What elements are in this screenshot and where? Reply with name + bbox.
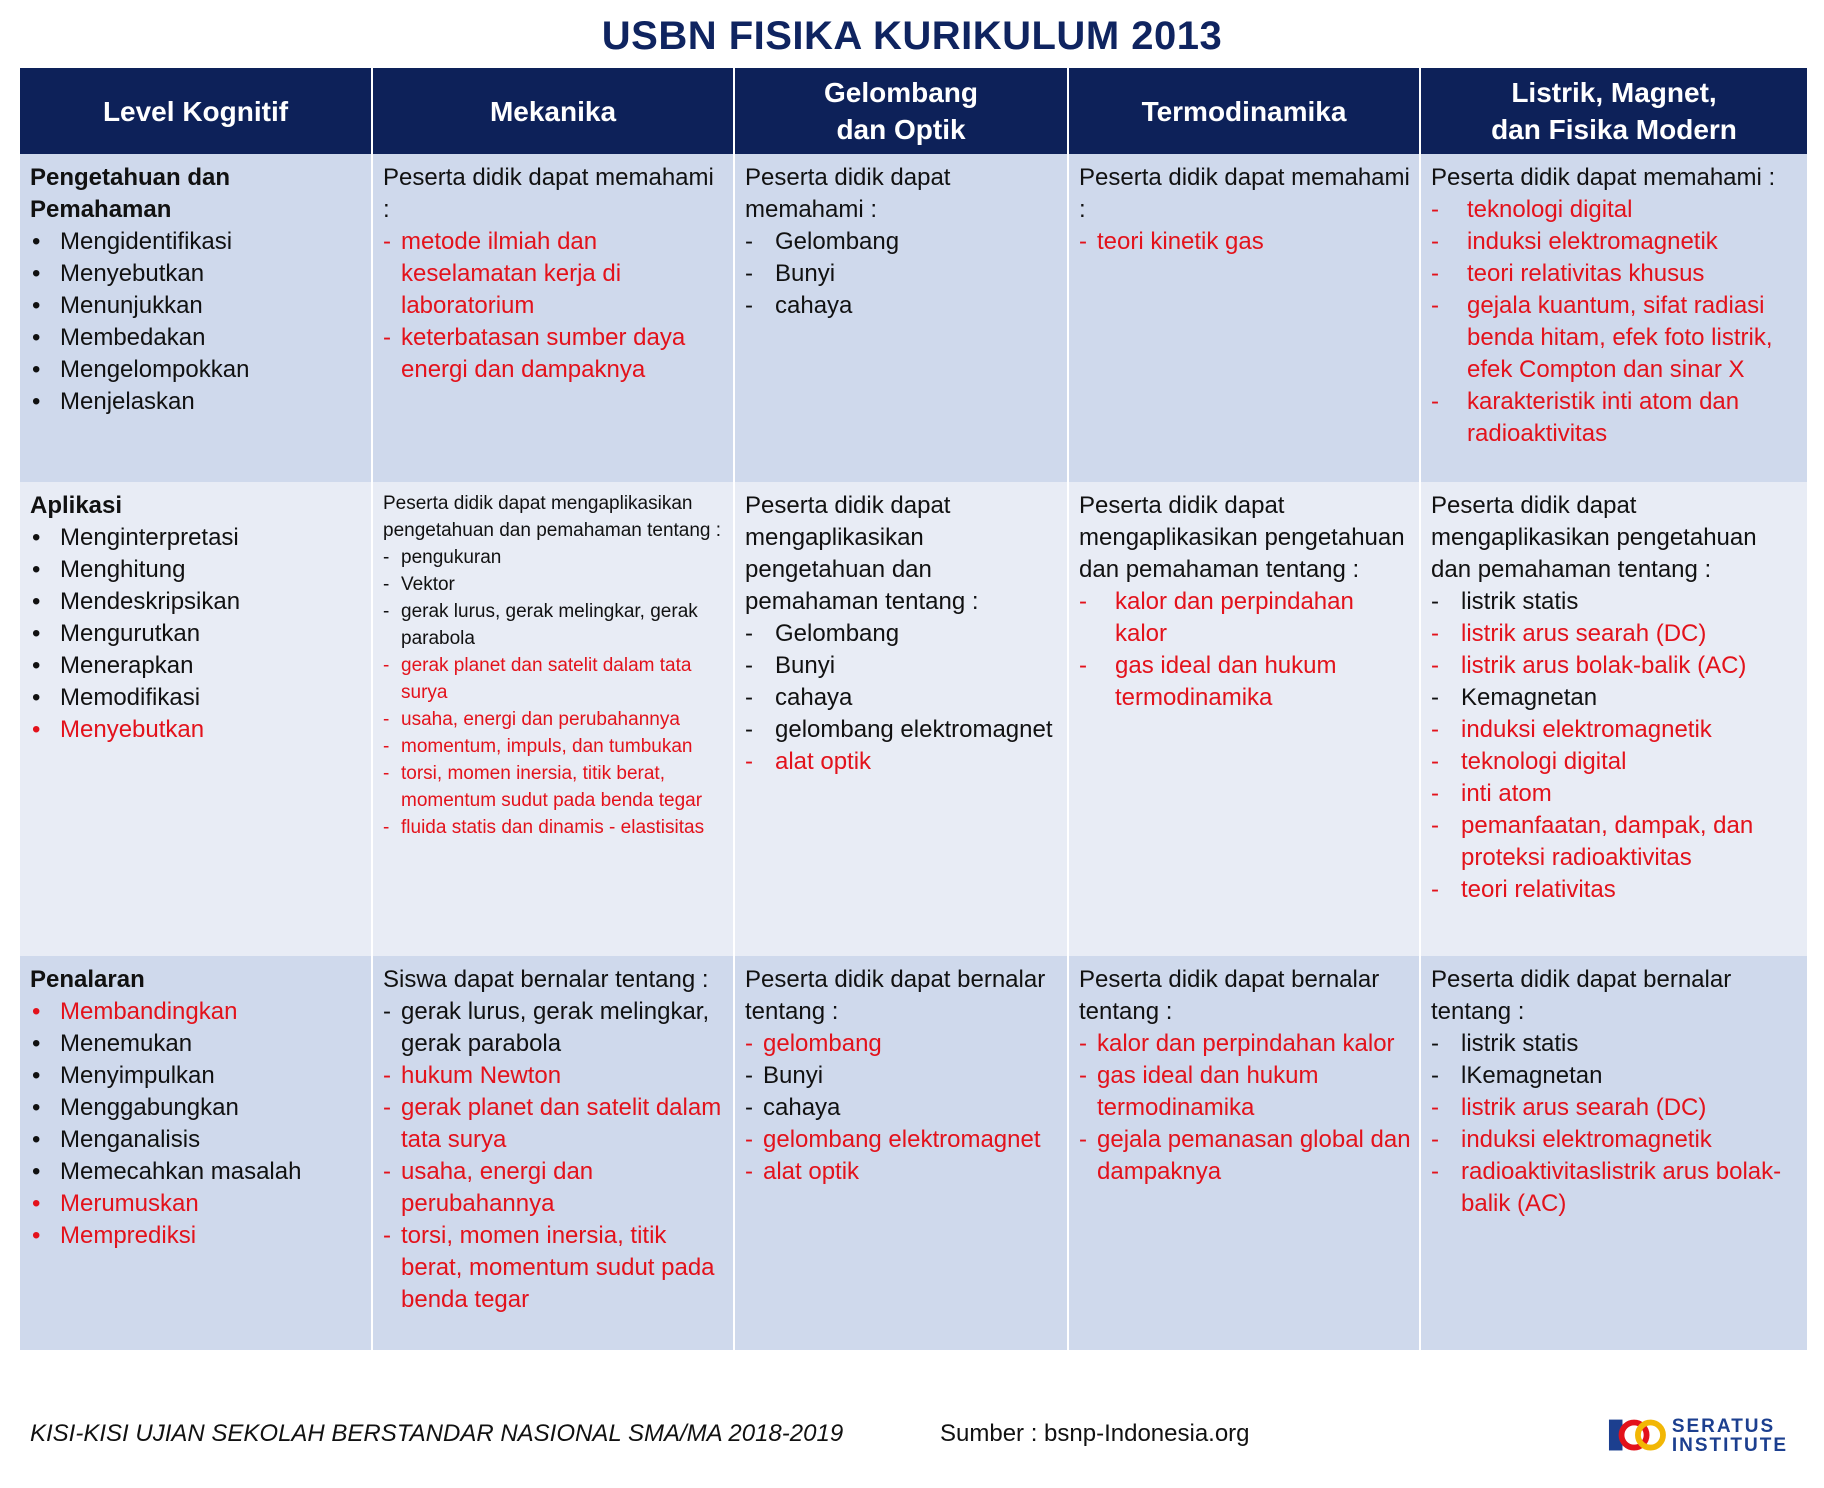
list-item: - lKemagnetan [1431,1060,1799,1092]
list-item: - listrik arus bolak-balik (AC) [1431,650,1799,682]
level-cell [20,482,372,956]
seratus-logo-icon [1608,1415,1668,1457]
list-item: - torsi, momen inersia, titik berat, momentum sudut pada benda tegar [383,760,725,814]
topic-list [1431,586,1799,906]
page-title: USBN FISIKA KURIKULUM 2013 [601,14,1223,58]
footer-caption: KISI-KISI UJIAN SEKOLAH BERSTANDAR NASIONAL SMA/MA 2018-2019 [30,1420,844,1447]
termodinamika-cell [1068,482,1420,956]
mekanika-cell [372,956,734,1350]
cell-content [383,162,725,386]
cell-intro: Siswa dapat bernalar tentang : [383,966,709,993]
cell-content [1431,162,1799,450]
list-item: - cahaya [745,290,1059,322]
termodinamika-cell [1068,154,1420,482]
cell-content [745,490,1059,778]
topic-list [745,618,1059,778]
list-item: • Menunjukkan [30,290,363,322]
listrik-cell [1420,956,1807,1350]
list-item: - alat optik [745,746,1059,778]
topic-list [745,1028,1059,1188]
topic-list [1079,226,1411,258]
list-item: - induksi elektromagnetik [1431,226,1799,258]
logo-line-1: SERATUS [1671,1416,1776,1437]
cell-intro: Peserta didik dapat bernalar tentang : [1431,966,1732,1025]
list-item: - listrik arus searah (DC) [1431,1092,1799,1124]
list-item: - keterbatasan sumber daya energi dan dampaknya [383,322,725,386]
topic-list [383,226,725,386]
cell-intro: Peserta didik dapat memahami : [1079,164,1410,223]
list-item: - momentum, impuls, dan tumbukan [383,733,725,760]
cell-content [745,964,1059,1188]
cell-intro: Peserta didik dapat memahami : [745,164,951,223]
cell-intro: Peserta didik dapat mengaplikasikan pengetahuan dan pemahaman tentang : [1079,492,1405,583]
topic-list [383,996,725,1316]
level-cell [20,154,372,482]
list-item: • Memecahkan masalah [30,1156,363,1188]
list-item: • Menghitung [30,554,363,586]
list-item: - fluida statis dan dinamis - elastisitas [383,814,725,841]
list-item: - Vektor [383,571,725,598]
topic-list [745,226,1059,322]
cell-content [1079,964,1411,1188]
list-item: • Membedakan [30,322,363,354]
topic-list [1079,586,1411,714]
list-item: - listrik arus searah (DC) [1431,618,1799,650]
list-item: • Mendeskripsikan [30,586,363,618]
list-item: - metode ilmiah dan keselamatan kerja di laboratorium [383,226,725,322]
list-item: • Membandingkan [30,996,363,1028]
list-item: - cahaya [745,1092,1059,1124]
list-item: - torsi, momen inersia, titik berat, momentum sudut pada benda tegar [383,1220,725,1316]
kisi-kisi-table [20,68,1807,1350]
list-item: - teknologi digital [1431,194,1799,226]
gelombang-cell [734,482,1068,956]
list-item: - pemanfaatan, dampak, dan proteksi radioaktivitas [1431,810,1799,874]
termodinamika-cell [1068,956,1420,1350]
list-item: - Gelombang [745,618,1059,650]
cell-intro: Peserta didik dapat mengaplikasikan pengetahuan dan pemahaman tentang : [745,492,979,615]
list-item: • Menginterpretasi [30,522,363,554]
list-item: • Menganalisis [30,1124,363,1156]
list-item: • Mengidentifikasi [30,226,363,258]
list-item: - induksi elektromagnetik [1431,714,1799,746]
list-item: • Menyebutkan [30,714,363,746]
logo-line-2: INSTITUTE [1671,1435,1788,1456]
list-item: - hukum Newton [383,1060,725,1092]
cell-content [1079,162,1411,258]
list-item: • Menyimpulkan [30,1060,363,1092]
list-item: • Menemukan [30,1028,363,1060]
list-item: - gerak planet dan satelit dalam tata surya [383,1092,725,1156]
list-item: - gelombang [745,1028,1059,1060]
level-title: Pengetahuan dan Pemahaman [30,164,231,223]
list-item: - gelombang elektromagnet [745,714,1059,746]
header-row [20,68,1807,154]
list-item: - listrik statis [1431,586,1799,618]
list-item: - Bunyi [745,650,1059,682]
list-item: - teori kinetik gas [1079,226,1411,258]
cell-content [745,162,1059,322]
list-item: • Menyebutkan [30,258,363,290]
list-item: - gelombang elektromagnet [745,1124,1059,1156]
cell-intro: Peserta didik dapat mengaplikasikan pengetahuan dan pemahaman tentang : [383,493,722,541]
header-listrik-magnet: Listrik, Magnet, dan Fisika Modern [1420,68,1807,154]
listrik-cell [1420,154,1807,482]
topic-list [1431,194,1799,450]
list-item: - induksi elektromagnetik [1431,1124,1799,1156]
table-row [20,154,1807,482]
list-item: - Bunyi [745,1060,1059,1092]
list-item: - alat optik [745,1156,1059,1188]
list-item: • Merumuskan [30,1188,363,1220]
list-item: - kalor dan perpindahan kalor [1079,586,1411,650]
level-title: Aplikasi [30,492,123,519]
cell-intro: Peserta didik dapat memahami : [383,164,714,223]
footer-source: Sumber : bsnp-Indonesia.org [940,1420,1250,1447]
list-item: - usaha, energi dan perubahannya [383,706,725,733]
list-item: - gerak planet dan satelit dalam tata surya [383,652,725,706]
table-row [20,956,1807,1350]
level-verb-list [30,996,363,1252]
list-item: - usaha, energi dan perubahannya [383,1156,725,1220]
topic-list [383,544,725,841]
list-item: - Kemagnetan [1431,682,1799,714]
topic-list [1079,1028,1411,1188]
list-item: • Mengurutkan [30,618,363,650]
list-item: - teknologi digital [1431,746,1799,778]
cell-content [1431,490,1799,906]
header-termodinamika: Termodinamika [1068,68,1420,154]
header-level-kognitif: Level Kognitif [20,68,372,154]
list-item: - radioaktivitaslistrik arus bolak-balik (AC) [1431,1156,1799,1220]
cell-content [383,490,725,841]
list-item: - pengukuran [383,544,725,571]
cell-intro: Peserta didik dapat memahami : [1431,164,1776,191]
mekanika-cell [372,154,734,482]
list-item: - listrik statis [1431,1028,1799,1060]
list-item: - teori relativitas khusus [1431,258,1799,290]
list-item: • Memodifikasi [30,682,363,714]
cell-content [383,964,725,1316]
mekanika-cell [372,482,734,956]
list-item: - inti atom [1431,778,1799,810]
list-item: • Menggabungkan [30,1092,363,1124]
list-item: - cahaya [745,682,1059,714]
header-gelombang-optik: Gelombang dan Optik [734,68,1068,154]
topic-list [1431,1028,1799,1220]
header-mekanika: Mekanika [372,68,734,154]
gelombang-cell [734,956,1068,1350]
list-item: - teori relativitas [1431,874,1799,906]
list-item: • Menerapkan [30,650,363,682]
cell-intro: Peserta didik dapat bernalar tentang : [745,966,1046,1025]
level-verb-list [30,522,363,746]
list-item: - gerak lurus, gerak melingkar, gerak parabola [383,598,725,652]
list-item: - karakteristik inti atom dan radioaktivitas [1431,386,1799,450]
cell-content [1431,964,1799,1220]
seratus-logo [1608,1410,1788,1462]
cell-content [1079,490,1411,714]
listrik-cell [1420,482,1807,956]
list-item: - kalor dan perpindahan kalor [1079,1028,1411,1060]
cell-intro: Peserta didik dapat bernalar tentang : [1079,966,1380,1025]
list-item: - gas ideal dan hukum termodinamika [1079,650,1411,714]
gelombang-cell [734,154,1068,482]
list-item: - Gelombang [745,226,1059,258]
cell-intro: Peserta didik dapat mengaplikasikan pengetahuan dan pemahaman tentang : [1431,492,1757,583]
list-item: - gejala kuantum, sifat radiasi benda hitam, efek foto listrik, efek Compton dan sinar X [1431,290,1799,386]
table-row [20,482,1807,956]
list-item: - gerak lurus, gerak melingkar, gerak parabola [383,996,725,1060]
list-item: • Menjelaskan [30,386,363,418]
level-title: Penalaran [30,966,145,993]
level-cell [20,956,372,1350]
list-item: - gejala pemanasan global dan dampaknya [1079,1124,1411,1188]
list-item: • Mengelompokkan [30,354,363,386]
level-verb-list [30,226,363,418]
list-item: - Bunyi [745,258,1059,290]
logo-text [1672,1417,1788,1455]
list-item: - gas ideal dan hukum termodinamika [1079,1060,1411,1124]
list-item: • Memprediksi [30,1220,363,1252]
